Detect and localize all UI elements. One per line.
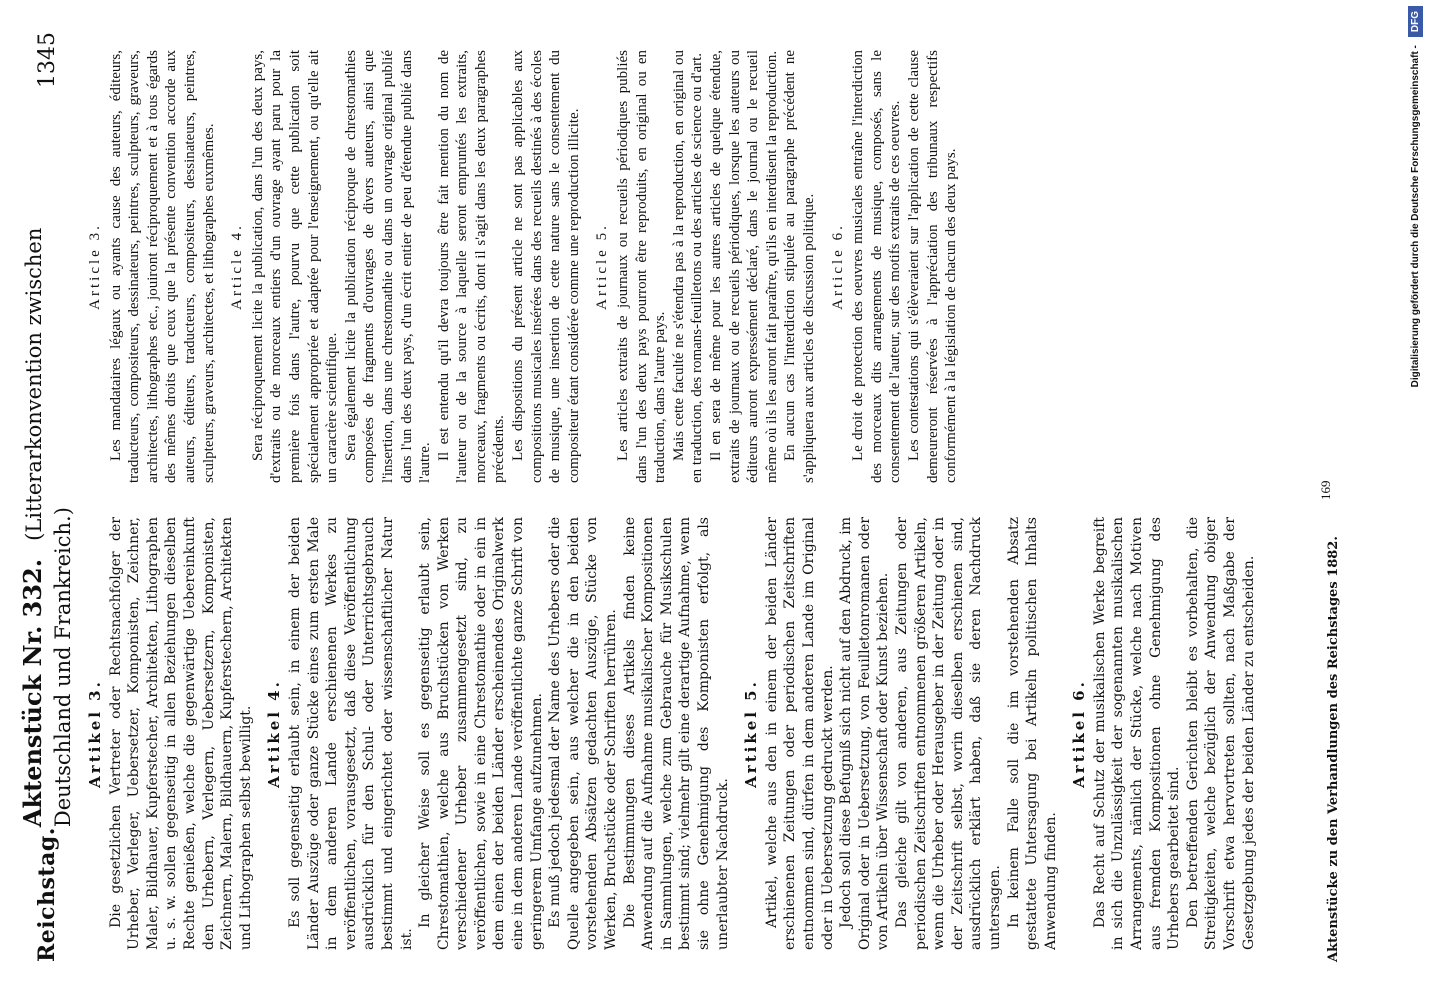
german-paragraph: Jedoch soll diese Befugniß sich nicht auf den Abdruck, im Original oder in Uebersetzung, von Feuilletonromanen oder von Artikeln über Wissenschaft oder Kunst beziehen. [838,517,892,950]
french-paragraph: Mais cette faculté ne s'étendra pas à la reproduction, en original ou en traduction, des romans-feuilletons ou des articles de science ou d'art. [670,50,706,483]
german-paragraph: Das gleiche gilt von anderen, aus Zeitungen oder periodischen Zeitschriften entnommenen größeren Artikeln, wenn die Urheber oder Herausgeber in der Zeitung oder in der Zeitschrift selbst, worin dieselben erschienen sind, ausdrücklich erklärt haben, daß sie deren Nachdruck untersagen. [893,517,1003,950]
dfg-credit-text: Digitalisierung gefördert durch die Deutsche Forschungsgemeinschaft - [1409,45,1421,388]
header-reichstag: Reichstag. [34,827,60,962]
french-paragraph: Il en sera de même pour les autres articles de quelque étendue, extraits de journaux ou de recueils périodiques, lorsque les auteurs ou éditeurs auront expressément déclaré, dans le journal ou le recueil même où ils les auront fait paraître, qu'ils en interdisent la reproduction. [708,50,780,483]
german-paragraph: Die Bestimmungen dieses Artikels finden keine Anwendung auf die Aufnahme musikalischer Kompositionen in Sammlungen, welche zum Gebrauche für Musikschulen bestimmt sind; vielmehr gilt eine derartige Aufnahme, wenn sie ohne Genehmigung des Komponisten erfolgt, als unerlaubter Nachdruck. [621,517,731,950]
footnote: Aktenstücke zu den Verhandlungen des Reichstages 1882. [1326,536,1341,962]
french-article-title: Article 3. [87,223,103,310]
german-paragraph: Es soll gegenseitig erlaubt sein, in einem der beiden Länder Auszüge oder ganze Stücke eines zum ersten Male in dem anderen Lande erschienenen Werkes zu veröffentlichen, vorausgesetzt, daß diese Veröffentlichung ausdrücklich für den Schul- oder Unterrichtsgebrauch bestimmt und eingerichtet oder wissenschaftlicher Natur ist. [286,517,415,950]
french-article-title: Article 6. [829,223,846,310]
german-paragraph: Es muß jedoch jedesmal der Name des Urhebers oder die Quelle angegeben sein, aus welcher die in den beiden vorstehenden Absätzen gedachten Auszüge, Stücke von Werken, Bruchstücke oder Schriften herrühren. [547,517,620,950]
french-article-title: Article 5. [594,223,611,310]
german-paragraph: In gleicher Weise soll es gegenseitig erlaubt sein, Chrestomathien, welche aus Bruchstücken von Werken verschiedener Urheber zusammengesetzt sind, zu veröffentlichen, sowie in eine Chrestomathie oder in ein in dem einen der beiden Länder erscheinendes Originalwerk eine in dem anderen Lande veröffentlichte ganze Schrift von geringerem Umfange aufzunehmen. [417,517,545,950]
german-paragraph: Den betreffenden Gerichten bleibt es vorbehalten, die Streitigkeiten, welche bezüglich der Anwendung obiger Vorschrift etwa hervortreten sollten, nach Maßgabe der Gesetzgebung jedes der beiden Länder zu entscheiden. [1184,517,1257,950]
bottom-page-number: 169 [1318,480,1333,500]
text-columns [86,50,1306,950]
french-paragraph: En aucun cas l'interdiction stipulée au paragraphe précédent ne s'appliquera aux articles de discussion politique. [782,50,817,483]
french-article-title: Article 4. [229,223,246,310]
dfg-sidebar [1400,0,1430,1000]
french-paragraph: Sera réciproquement licite la publication, dans l'un des deux pays, d'extraits ou de morceaux entiers d'un ouvrage ayant paru pour la première fois dans l'autre, pourvu que cette publication soit spécialement appropriée et adaptée pour l'enseignement, ou qu'elle ait un caractère scientifique. [249,50,341,483]
french-paragraph: Les dispositions du présent article ne sont pas applicables aux compositions musicales insérées dans des recueils destinés à des écoles de musique, une insertion de cette nature sans le consentement du compositeur étant considérée comme une reproduction illicite. [510,50,582,483]
german-paragraph: Das Recht auf Schutz der musikalischen Werke begreift in sich die Unzulässigkeit der sogenannten musikalischen Arrangements, nämlich der Stücke, welche nach Motiven aus fremden Kompositionen ohne Genehmigung des Urhebers gearbeitet sind. [1091,517,1183,950]
header-page-number: 1345 [34,32,60,88]
french-paragraph: Sera également licite la publication réciproque de chrestomathies composées de fragments d'ouvrages de divers auteurs, ainsi que l'insertion, dans une chrestomathie ou dans un ouvrage original publié dans l'un des deux pays, d'un écrit entier de peu d'étendue publié dans l'autre. [342,50,434,483]
german-paragraph: In keinem Falle soll die im vorstehenden Absatz gestattete Untersagung bei Artikeln politischen Inhalts Anwendung finden. [1005,517,1059,950]
german-article-title: Artikel 3. [86,679,104,788]
german-paragraph: Die gesetzlichen Vertreter oder Rechtsnachfolger der Urheber, Verleger, Uebersetzer, Komponisten, Zeichner, Maler, Bildhauer, Kupferstecher, Architekten, Lithographen u. s. w. sollen gegenseitig in allen Beziehungen dieselben Rechte genießen, welche die gegenwärtige Uebereinkunft den Urhebern, Verlegern, Uebersetzern, Komponisten, Zeichnern, Malern, Bildhauern, Kupferstechern, Architekten und Lithographen selbst bewilligt. [107,517,254,950]
french-paragraph: Il est entendu qu'il devra toujours être fait mention du nom de l'auteur ou de la source à laquelle seront empruntés les extraits, morceaux, fragments ou écrits, dont il s'agit dans les deux paragraphes précédents. [435,50,508,483]
german-column [86,517,1306,950]
header-title [18,88,76,827]
french-paragraph: Les mandataires légaux ou ayants cause des auteurs, éditeurs, traducteurs, compositeurs, dessinateurs, peintres, sculpteurs, graveurs, architectes, lithographes etc., jouiront réciproquement et à tous égards des mêmes droits que ceux que la présente convention accorde aux auteurs, éditeurs, traducteurs, compositeurs, dessinateurs, peintres, sculpteurs, graveurs, architectes, et lithographes euxmêmes. [107,50,217,483]
header-subtitle: (Litterarkonvention zwischen Deutschland und Frankreich.) [22,227,75,828]
french-paragraph: Le droit de protection des oeuvres musicales entraîne l'interdiction des morceaux dits arrangements de musique, composés, sans le consentement de l'auteur, sur des motifs extraits de ces oeuvres. [850,50,904,483]
french-paragraph: Les contestations qui s'élèveraient sur l'application de cette clause demeureront réservées à l'appréciation des tribunaux respectifs conformément à la législation de chacun des deux pays. [905,50,960,483]
german-article-title: Artikel 5. [742,679,761,788]
german-paragraph: Artikel, welche aus den in einem der beiden Länder erschienenen Zeitungen oder periodischen Zeitschriften entnommen sind, dürfen in dem anderen Lande im Original oder in Uebersetzung gedruckt werden. [763,517,836,950]
page-header [18,32,75,962]
french-column [86,50,1306,483]
header-aktenstueck: Aktenstück Nr. 332. [18,558,47,828]
french-paragraph: Les articles extraits de journaux ou recueils périodiques publiés dans l'un des deux pays pourront être reproduits, en original ou en traduction, dans l'autre pays. [615,50,669,483]
dfg-logo: DFG [1408,6,1423,37]
german-article-title: Artikel 4. [265,679,284,788]
german-article-title: Artikel 6. [1070,679,1089,788]
